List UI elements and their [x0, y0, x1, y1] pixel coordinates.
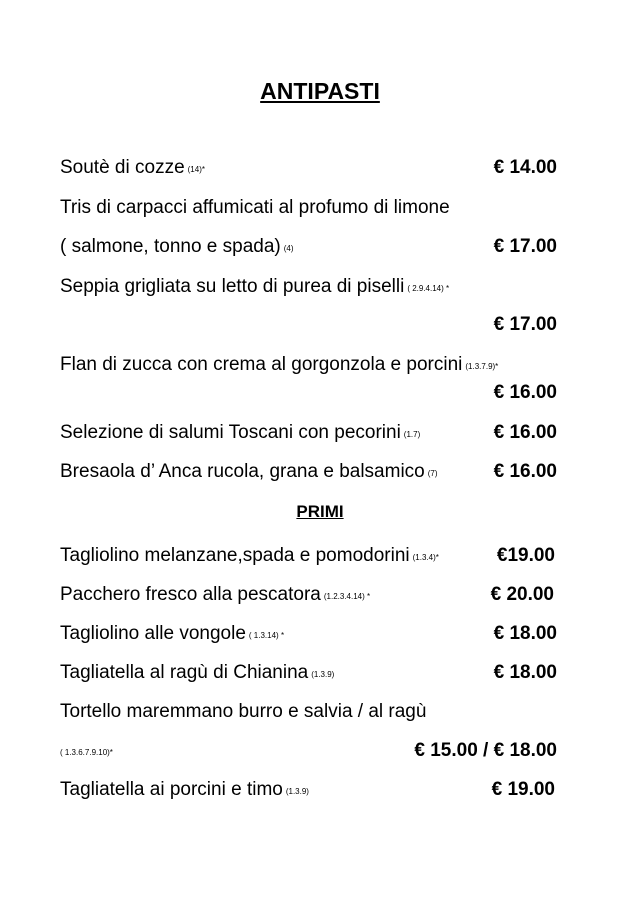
allergen-note: (1.3.9) — [285, 787, 309, 796]
price-salumi: € 16.00 — [493, 422, 557, 443]
dish-chianina — [60, 662, 334, 684]
dish-name: Seppia grigliata su letto di purea di piselli — [60, 276, 405, 297]
dish-name: ( salmone, tonno e spada) — [60, 236, 281, 257]
price-chianina: € 18.00 — [493, 662, 557, 683]
section-title-antipasti: ANTIPASTI — [260, 78, 380, 104]
price-flan: € 16.00 — [493, 382, 557, 403]
dish-carpacci-detail — [60, 236, 294, 258]
allergen-note: (1.7) — [403, 430, 421, 439]
allergen-note: ( 1.3.14) * — [248, 631, 285, 640]
allergen-note: (4) — [283, 244, 294, 253]
dish-tortello: Tortello maremmano burro e salvia / al ragù — [60, 701, 427, 722]
price-carpacci: € 17.00 — [493, 236, 557, 257]
dish-name: Flan di zucca con crema al gorgonzola e porcini — [60, 354, 463, 375]
dish-flan — [60, 354, 498, 376]
allergen-note: (1.3.4)* — [412, 553, 439, 562]
section-title-primi: PRIMI — [296, 502, 344, 521]
dish-name: Tagliolino melanzane,spada e pomodorini — [60, 545, 410, 566]
price-bresaola: € 16.00 — [493, 461, 557, 482]
price-seppia: € 17.00 — [493, 314, 557, 335]
price-melanzane: €19.00 — [496, 545, 555, 566]
allergen-note-tortello: ( 1.3.6.7.9.10)* — [60, 748, 113, 757]
dish-name: Tagliatella al ragù di Chianina — [60, 662, 309, 683]
dish-seppia — [60, 276, 449, 298]
dish-carpacci: Tris di carpacci affumicati al profumo di limone — [60, 197, 450, 218]
price-cozze: € 14.00 — [493, 157, 557, 178]
allergen-note: (1.3.9) — [311, 670, 335, 679]
dish-name: Pacchero fresco alla pescatora — [60, 584, 321, 605]
allergen-note: (7) — [427, 469, 438, 478]
allergen-note: ( 2.9.4.14) * — [407, 284, 450, 293]
price-porcini: € 19.00 — [491, 779, 555, 800]
dish-melanzane — [60, 545, 439, 567]
dish-salumi — [60, 422, 420, 444]
dish-pacchero — [60, 584, 370, 606]
dish-bresaola — [60, 461, 438, 483]
dish-name: Tagliolino alle vongole — [60, 623, 246, 644]
dish-cozze — [60, 157, 205, 179]
dish-name: Tagliatella ai porcini e timo — [60, 779, 283, 800]
allergen-note: (14)* — [187, 165, 205, 174]
dish-name: Bresaola d’ Anca rucola, grana e balsamico — [60, 461, 425, 482]
price-pacchero: € 20.00 — [490, 584, 554, 605]
allergen-note: (1.3.7.9)* — [465, 362, 499, 371]
allergen-note: (1.2.3.4.14) * — [323, 592, 371, 601]
dish-name: Selezione di salumi Toscani con pecorini — [60, 422, 401, 443]
dish-name: Soutè di cozze — [60, 157, 185, 178]
price-tortello: € 15.00 / € 18.00 — [414, 740, 557, 761]
price-vongole: € 18.00 — [493, 623, 557, 644]
dish-porcini — [60, 779, 309, 801]
dish-vongole — [60, 623, 284, 645]
